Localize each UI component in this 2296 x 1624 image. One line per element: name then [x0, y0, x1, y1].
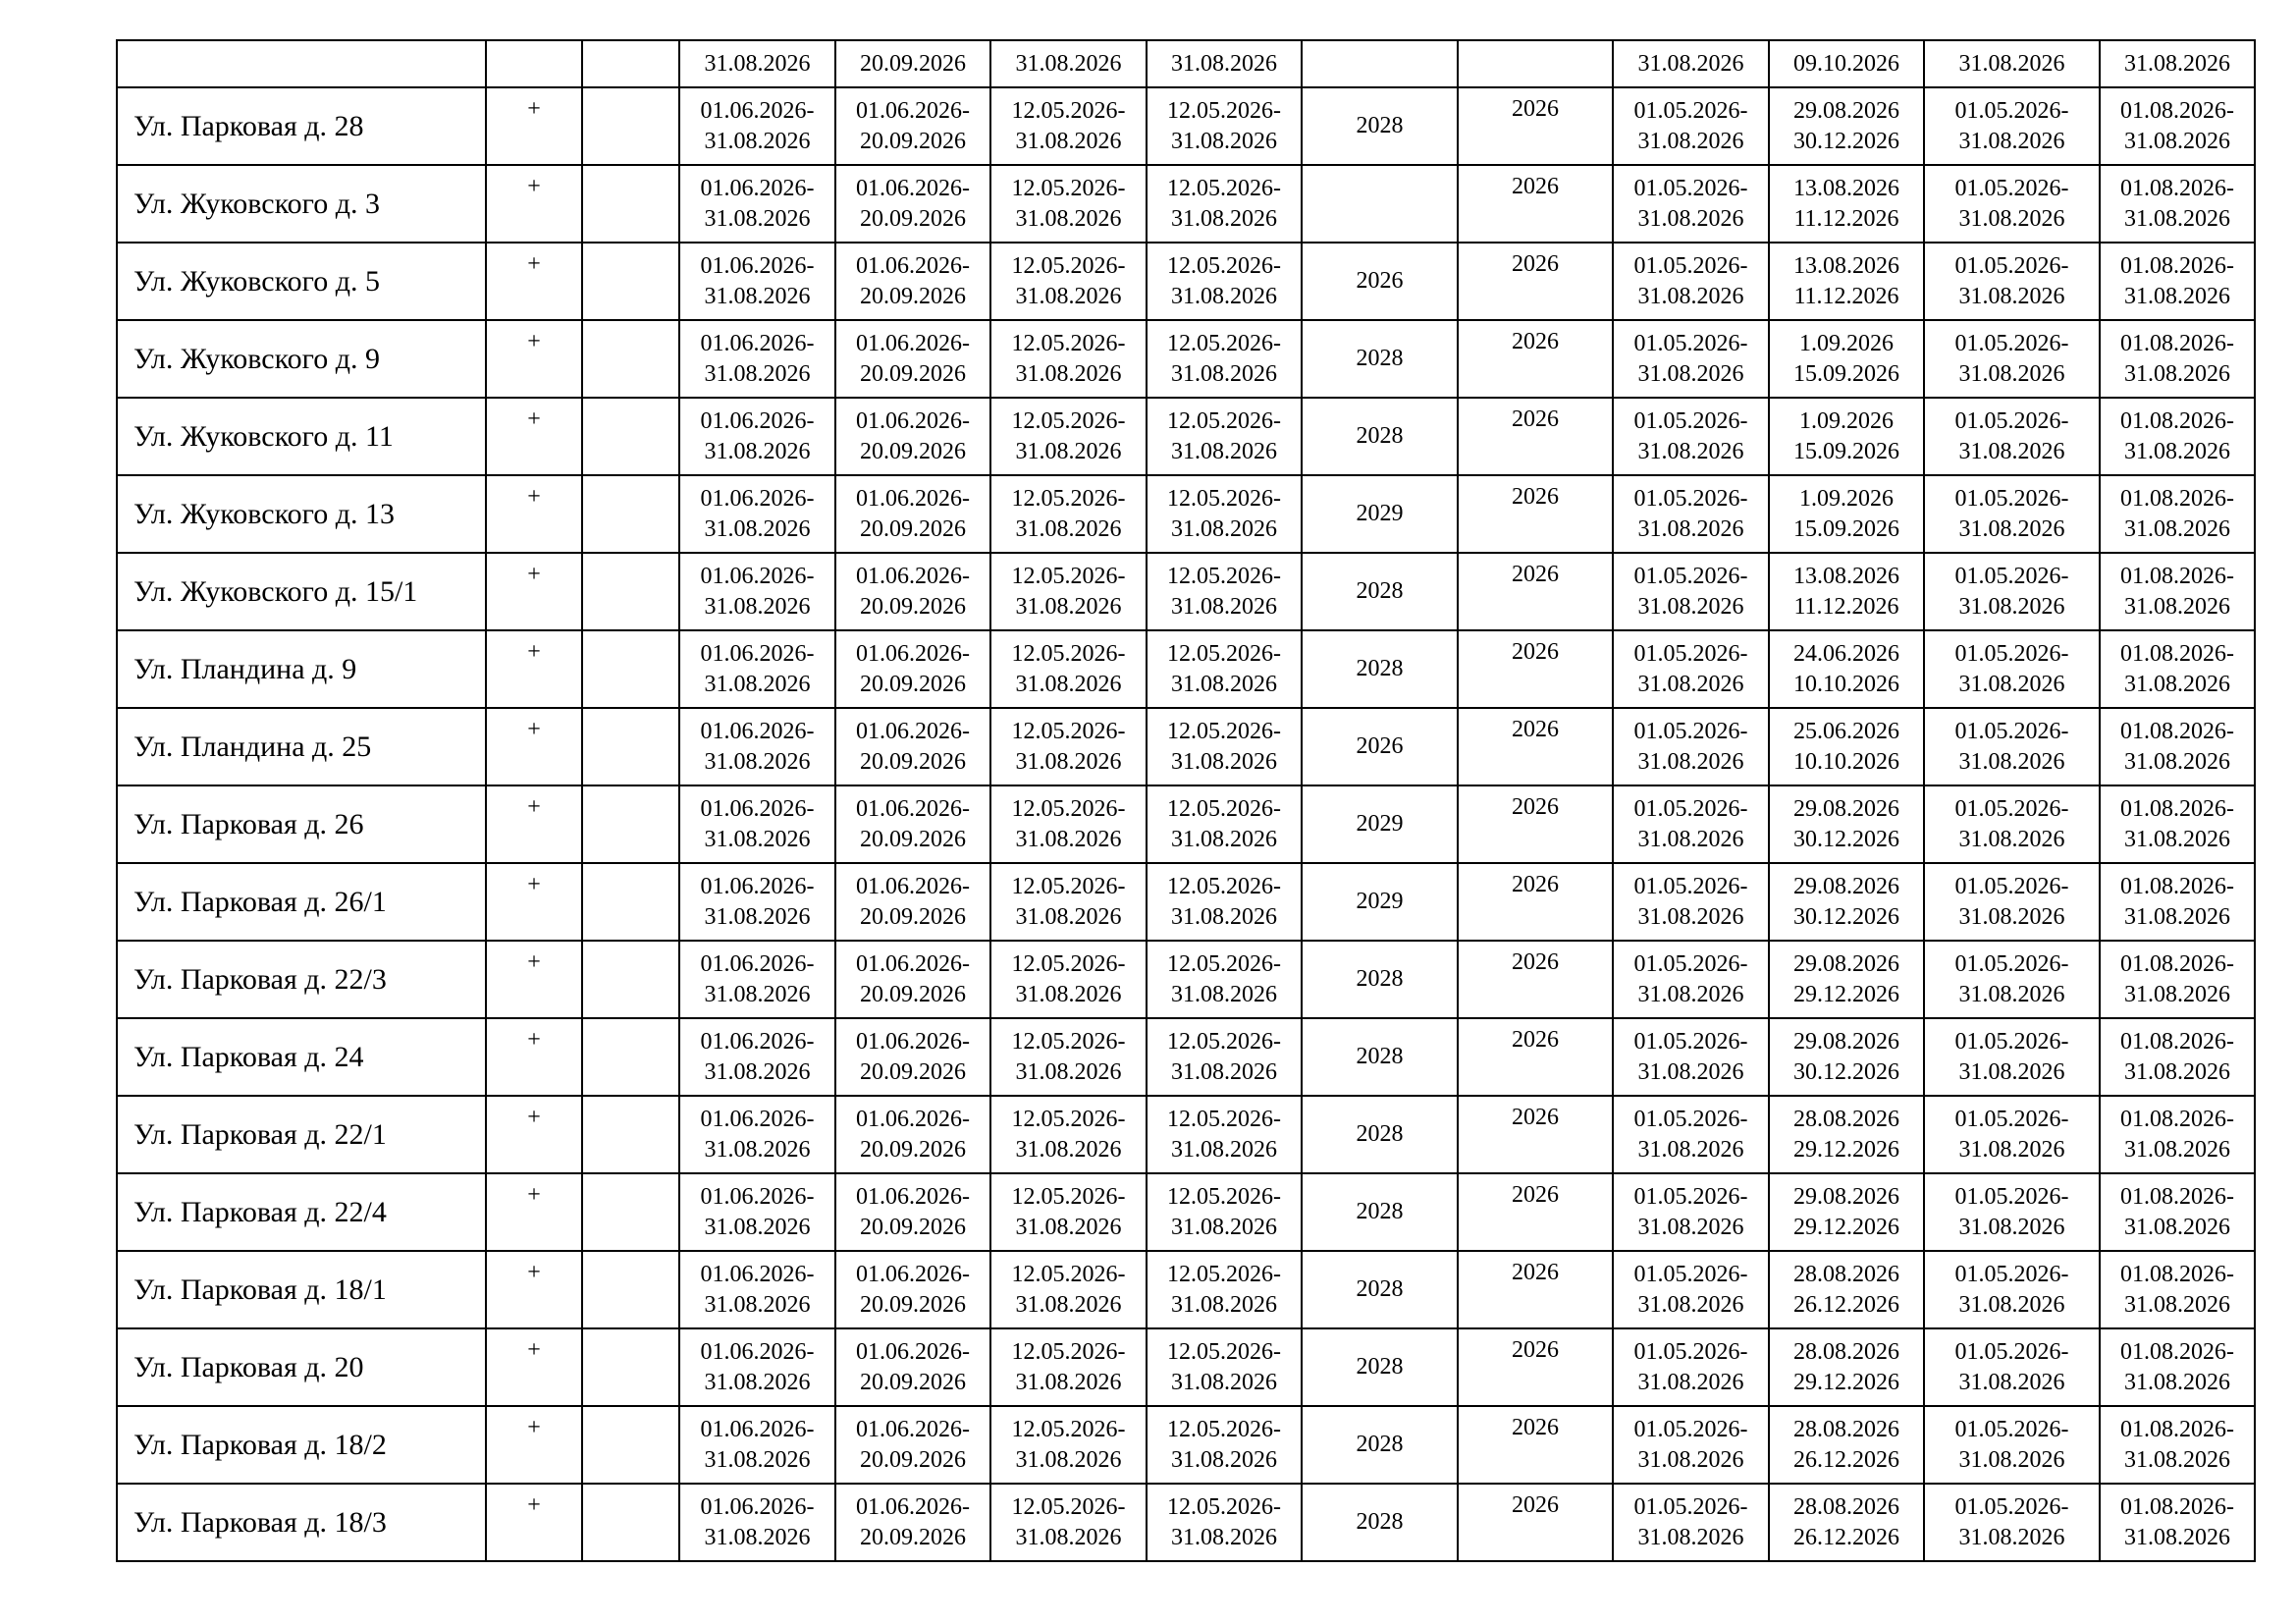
date-range-cell: 01.08.2026- 31.08.2026	[2100, 165, 2255, 243]
flag-cell: +	[486, 398, 582, 475]
table-row	[117, 553, 2255, 630]
flag-cell: +	[486, 863, 582, 941]
date-range-cell: 12.05.2026- 31.08.2026	[990, 87, 1147, 165]
empty-cell	[582, 1251, 679, 1328]
year-cell: 2028	[1302, 553, 1458, 630]
date-range-cell: 12.05.2026- 31.08.2026	[1147, 320, 1302, 398]
year-cell: 2029	[1302, 475, 1458, 553]
date-range-cell: 12.05.2026- 31.08.2026	[1147, 1251, 1302, 1328]
empty-cell	[582, 320, 679, 398]
date-range-cell: 01.06.2026- 20.09.2026	[835, 243, 990, 320]
empty-cell	[582, 863, 679, 941]
date-range-cell: 01.05.2026- 31.08.2026	[1613, 1484, 1769, 1561]
date-range-cell: 29.08.2026 30.12.2026	[1769, 863, 1924, 941]
date-range-cell: 01.06.2026- 31.08.2026	[679, 475, 835, 553]
table-cell: 31.08.2026	[990, 40, 1147, 87]
empty-cell	[582, 1406, 679, 1484]
year-cell: 2026	[1458, 1484, 1613, 1561]
table-row	[117, 87, 2255, 165]
date-range-cell: 13.08.2026 11.12.2026	[1769, 553, 1924, 630]
date-range-cell: 01.05.2026- 31.08.2026	[1924, 708, 2100, 785]
date-range-cell: 01.05.2026- 31.08.2026	[1924, 630, 2100, 708]
address-cell: Ул. Парковая д. 26	[117, 785, 486, 863]
table-row	[117, 708, 2255, 785]
table-cell: 31.08.2026	[1924, 40, 2100, 87]
date-range-cell: 01.05.2026- 31.08.2026	[1613, 553, 1769, 630]
date-range-cell: 01.06.2026- 31.08.2026	[679, 1018, 835, 1096]
empty-cell	[582, 630, 679, 708]
address-cell: Ул. Жуковского д. 3	[117, 165, 486, 243]
year-cell: 2026	[1458, 1251, 1613, 1328]
date-range-cell: 01.08.2026- 31.08.2026	[2100, 708, 2255, 785]
table-row-continuation	[117, 40, 2255, 87]
date-range-cell: 01.06.2026- 20.09.2026	[835, 1096, 990, 1173]
table-cell: 31.08.2026	[1613, 40, 1769, 87]
table-cell	[117, 40, 486, 87]
date-range-cell: 01.05.2026- 31.08.2026	[1613, 1406, 1769, 1484]
date-range-cell: 12.05.2026- 31.08.2026	[1147, 1096, 1302, 1173]
date-range-cell: 01.05.2026- 31.08.2026	[1613, 87, 1769, 165]
date-range-cell: 01.05.2026- 31.08.2026	[1924, 1173, 2100, 1251]
date-range-cell: 12.05.2026- 31.08.2026	[990, 630, 1147, 708]
year-cell: 2026	[1458, 320, 1613, 398]
flag-cell: +	[486, 1406, 582, 1484]
date-range-cell: 01.05.2026- 31.08.2026	[1924, 398, 2100, 475]
date-range-cell: 01.08.2026- 31.08.2026	[2100, 1406, 2255, 1484]
date-range-cell: 01.08.2026- 31.08.2026	[2100, 320, 2255, 398]
date-range-cell: 12.05.2026- 31.08.2026	[1147, 708, 1302, 785]
date-range-cell: 01.05.2026- 31.08.2026	[1613, 1096, 1769, 1173]
year-cell: 2026	[1458, 243, 1613, 320]
table-cell	[1458, 40, 1613, 87]
table-cell	[582, 40, 679, 87]
date-range-cell: 01.05.2026- 31.08.2026	[1924, 1406, 2100, 1484]
year-cell: 2026	[1458, 1328, 1613, 1406]
flag-cell: +	[486, 320, 582, 398]
date-range-cell: 12.05.2026- 31.08.2026	[1147, 1018, 1302, 1096]
year-cell: 2028	[1302, 1251, 1458, 1328]
date-range-cell: 12.05.2026- 31.08.2026	[990, 1328, 1147, 1406]
address-cell: Ул. Парковая д. 20	[117, 1328, 486, 1406]
date-range-cell: 01.05.2026- 31.08.2026	[1924, 243, 2100, 320]
flag-cell: +	[486, 475, 582, 553]
date-range-cell: 01.05.2026- 31.08.2026	[1924, 1484, 2100, 1561]
address-cell: Ул. Парковая д. 22/1	[117, 1096, 486, 1173]
date-range-cell: 01.08.2026- 31.08.2026	[2100, 475, 2255, 553]
table-row	[117, 1251, 2255, 1328]
date-range-cell: 12.05.2026- 31.08.2026	[1147, 165, 1302, 243]
date-range-cell: 12.05.2026- 31.08.2026	[990, 1096, 1147, 1173]
date-range-cell: 01.05.2026- 31.08.2026	[1924, 941, 2100, 1018]
empty-cell	[582, 708, 679, 785]
empty-cell	[582, 1173, 679, 1251]
date-range-cell: 13.08.2026 11.12.2026	[1769, 243, 1924, 320]
year-cell: 2028	[1302, 320, 1458, 398]
address-cell: Ул. Пландина д. 25	[117, 708, 486, 785]
year-cell: 2026	[1458, 475, 1613, 553]
date-range-cell: 12.05.2026- 31.08.2026	[990, 708, 1147, 785]
flag-cell: +	[486, 165, 582, 243]
year-cell: 2026	[1458, 553, 1613, 630]
date-range-cell: 01.06.2026- 31.08.2026	[679, 1096, 835, 1173]
date-range-cell: 01.08.2026- 31.08.2026	[2100, 1328, 2255, 1406]
address-cell: Ул. Жуковского д. 15/1	[117, 553, 486, 630]
flag-cell: +	[486, 1484, 582, 1561]
address-cell: Ул. Парковая д. 18/1	[117, 1251, 486, 1328]
date-range-cell: 12.05.2026- 31.08.2026	[990, 1251, 1147, 1328]
date-range-cell: 01.05.2026- 31.08.2026	[1613, 1251, 1769, 1328]
year-cell: 2026	[1458, 165, 1613, 243]
date-range-cell: 01.06.2026- 20.09.2026	[835, 553, 990, 630]
flag-cell: +	[486, 708, 582, 785]
year-cell: 2028	[1302, 1328, 1458, 1406]
date-range-cell: 12.05.2026- 31.08.2026	[990, 475, 1147, 553]
year-cell: 2026	[1458, 863, 1613, 941]
date-range-cell: 01.08.2026- 31.08.2026	[2100, 1173, 2255, 1251]
date-range-cell: 12.05.2026- 31.08.2026	[1147, 87, 1302, 165]
date-range-cell: 01.06.2026- 20.09.2026	[835, 1328, 990, 1406]
date-range-cell: 12.05.2026- 31.08.2026	[1147, 785, 1302, 863]
address-cell: Ул. Парковая д. 18/3	[117, 1484, 486, 1561]
empty-cell	[582, 785, 679, 863]
table-row	[117, 1018, 2255, 1096]
table-cell: 31.08.2026	[679, 40, 835, 87]
date-range-cell: 12.05.2026- 31.08.2026	[990, 1406, 1147, 1484]
flag-cell: +	[486, 243, 582, 320]
table-row	[117, 165, 2255, 243]
date-range-cell: 01.05.2026- 31.08.2026	[1924, 863, 2100, 941]
date-range-cell: 01.05.2026- 31.08.2026	[1613, 165, 1769, 243]
date-range-cell: 01.08.2026- 31.08.2026	[2100, 941, 2255, 1018]
date-range-cell: 01.06.2026- 20.09.2026	[835, 863, 990, 941]
date-range-cell: 12.05.2026- 31.08.2026	[1147, 941, 1302, 1018]
year-cell: 2026	[1458, 1173, 1613, 1251]
date-range-cell: 01.06.2026- 20.09.2026	[835, 1484, 990, 1561]
year-cell: 2028	[1302, 1096, 1458, 1173]
address-cell: Ул. Парковая д. 28	[117, 87, 486, 165]
table-cell: 31.08.2026	[1147, 40, 1302, 87]
date-range-cell: 01.05.2026- 31.08.2026	[1613, 630, 1769, 708]
date-range-cell: 12.05.2026- 31.08.2026	[1147, 630, 1302, 708]
date-range-cell: 12.05.2026- 31.08.2026	[990, 320, 1147, 398]
date-range-cell: 01.06.2026- 31.08.2026	[679, 1251, 835, 1328]
date-range-cell: 12.05.2026- 31.08.2026	[1147, 863, 1302, 941]
date-range-cell: 12.05.2026- 31.08.2026	[1147, 1173, 1302, 1251]
year-cell: 2026	[1302, 708, 1458, 785]
date-range-cell: 12.05.2026- 31.08.2026	[1147, 1328, 1302, 1406]
empty-cell	[582, 1484, 679, 1561]
date-range-cell: 12.05.2026- 31.08.2026	[990, 553, 1147, 630]
address-cell: Ул. Жуковского д. 9	[117, 320, 486, 398]
date-range-cell: 01.06.2026- 31.08.2026	[679, 708, 835, 785]
date-range-cell: 01.06.2026- 31.08.2026	[679, 243, 835, 320]
date-range-cell: 01.05.2026- 31.08.2026	[1613, 1173, 1769, 1251]
date-range-cell: 12.05.2026- 31.08.2026	[1147, 475, 1302, 553]
year-cell: 2026	[1458, 708, 1613, 785]
address-cell: Ул. Парковая д. 22/4	[117, 1173, 486, 1251]
date-range-cell: 01.06.2026- 31.08.2026	[679, 785, 835, 863]
date-range-cell: 01.06.2026- 31.08.2026	[679, 165, 835, 243]
schedule-table	[116, 39, 2256, 1562]
date-range-cell: 01.05.2026- 31.08.2026	[1613, 398, 1769, 475]
date-range-cell: 01.06.2026- 20.09.2026	[835, 1018, 990, 1096]
date-range-cell: 1.09.2026 15.09.2026	[1769, 320, 1924, 398]
year-cell: 2026	[1458, 941, 1613, 1018]
address-cell: Ул. Жуковского д. 11	[117, 398, 486, 475]
date-range-cell: 12.05.2026- 31.08.2026	[990, 941, 1147, 1018]
date-range-cell: 01.06.2026- 31.08.2026	[679, 1173, 835, 1251]
year-cell	[1302, 165, 1458, 243]
year-cell: 2026	[1458, 1096, 1613, 1173]
date-range-cell: 28.08.2026 26.12.2026	[1769, 1251, 1924, 1328]
date-range-cell: 28.08.2026 26.12.2026	[1769, 1484, 1924, 1561]
date-range-cell: 28.08.2026 29.12.2026	[1769, 1328, 1924, 1406]
date-range-cell: 01.05.2026- 31.08.2026	[1924, 1328, 2100, 1406]
year-cell: 2028	[1302, 398, 1458, 475]
flag-cell: +	[486, 1173, 582, 1251]
date-range-cell: 01.08.2026- 31.08.2026	[2100, 785, 2255, 863]
year-cell: 2028	[1302, 630, 1458, 708]
table-row	[117, 941, 2255, 1018]
date-range-cell: 12.05.2026- 31.08.2026	[990, 785, 1147, 863]
date-range-cell: 01.08.2026- 31.08.2026	[2100, 243, 2255, 320]
empty-cell	[582, 941, 679, 1018]
flag-cell: +	[486, 1251, 582, 1328]
year-cell: 2028	[1302, 87, 1458, 165]
date-range-cell: 29.08.2026 30.12.2026	[1769, 87, 1924, 165]
date-range-cell: 12.05.2026- 31.08.2026	[990, 398, 1147, 475]
date-range-cell: 01.05.2026- 31.08.2026	[1924, 475, 2100, 553]
date-range-cell: 12.05.2026- 31.08.2026	[990, 1173, 1147, 1251]
date-range-cell: 01.08.2026- 31.08.2026	[2100, 553, 2255, 630]
date-range-cell: 01.06.2026- 20.09.2026	[835, 398, 990, 475]
date-range-cell: 29.08.2026 30.12.2026	[1769, 1018, 1924, 1096]
flag-cell: +	[486, 785, 582, 863]
date-range-cell: 01.08.2026- 31.08.2026	[2100, 87, 2255, 165]
date-range-cell: 01.06.2026- 31.08.2026	[679, 87, 835, 165]
year-cell: 2028	[1302, 1018, 1458, 1096]
table-body	[117, 40, 2255, 1561]
date-range-cell: 28.08.2026 26.12.2026	[1769, 1406, 1924, 1484]
date-range-cell: 01.05.2026- 31.08.2026	[1613, 475, 1769, 553]
table-row	[117, 785, 2255, 863]
date-range-cell: 01.06.2026- 31.08.2026	[679, 320, 835, 398]
year-cell: 2028	[1302, 1406, 1458, 1484]
date-range-cell: 01.05.2026- 31.08.2026	[1924, 1018, 2100, 1096]
empty-cell	[582, 87, 679, 165]
table-row	[117, 1328, 2255, 1406]
address-cell: Ул. Жуковского д. 13	[117, 475, 486, 553]
date-range-cell: 01.06.2026- 20.09.2026	[835, 630, 990, 708]
date-range-cell: 01.08.2026- 31.08.2026	[2100, 1096, 2255, 1173]
date-range-cell: 01.05.2026- 31.08.2026	[1924, 1096, 2100, 1173]
table-cell: 20.09.2026	[835, 40, 990, 87]
date-range-cell: 01.06.2026- 31.08.2026	[679, 553, 835, 630]
date-range-cell: 12.05.2026- 31.08.2026	[1147, 1484, 1302, 1561]
empty-cell	[582, 243, 679, 320]
table-row	[117, 630, 2255, 708]
date-range-cell: 12.05.2026- 31.08.2026	[990, 1484, 1147, 1561]
table-row	[117, 243, 2255, 320]
date-range-cell: 01.05.2026- 31.08.2026	[1924, 553, 2100, 630]
date-range-cell: 01.06.2026- 20.09.2026	[835, 785, 990, 863]
table-row	[117, 1173, 2255, 1251]
date-range-cell: 25.06.2026 10.10.2026	[1769, 708, 1924, 785]
flag-cell: +	[486, 1328, 582, 1406]
table-row	[117, 863, 2255, 941]
date-range-cell: 01.08.2026- 31.08.2026	[2100, 398, 2255, 475]
empty-cell	[582, 1018, 679, 1096]
date-range-cell: 01.06.2026- 20.09.2026	[835, 165, 990, 243]
date-range-cell: 01.05.2026- 31.08.2026	[1613, 863, 1769, 941]
address-cell: Ул. Парковая д. 22/3	[117, 941, 486, 1018]
date-range-cell: 01.08.2026- 31.08.2026	[2100, 863, 2255, 941]
date-range-cell: 12.05.2026- 31.08.2026	[1147, 398, 1302, 475]
date-range-cell: 01.05.2026- 31.08.2026	[1613, 243, 1769, 320]
date-range-cell: 01.06.2026- 20.09.2026	[835, 1406, 990, 1484]
date-range-cell: 01.08.2026- 31.08.2026	[2100, 1484, 2255, 1561]
date-range-cell: 01.05.2026- 31.08.2026	[1924, 165, 2100, 243]
date-range-cell: 12.05.2026- 31.08.2026	[1147, 553, 1302, 630]
date-range-cell: 01.05.2026- 31.08.2026	[1924, 785, 2100, 863]
date-range-cell: 12.05.2026- 31.08.2026	[990, 165, 1147, 243]
flag-cell: +	[486, 1018, 582, 1096]
table-row	[117, 398, 2255, 475]
date-range-cell: 01.06.2026- 20.09.2026	[835, 475, 990, 553]
year-cell: 2028	[1302, 1173, 1458, 1251]
date-range-cell: 01.06.2026- 20.09.2026	[835, 941, 990, 1018]
table-row	[117, 1096, 2255, 1173]
table-cell: 09.10.2026	[1769, 40, 1924, 87]
flag-cell: +	[486, 87, 582, 165]
date-range-cell: 01.08.2026- 31.08.2026	[2100, 1251, 2255, 1328]
date-range-cell: 01.08.2026- 31.08.2026	[2100, 630, 2255, 708]
date-range-cell: 01.05.2026- 31.08.2026	[1613, 785, 1769, 863]
date-range-cell: 01.06.2026- 31.08.2026	[679, 630, 835, 708]
table-row	[117, 320, 2255, 398]
address-cell: Ул. Парковая д. 24	[117, 1018, 486, 1096]
date-range-cell: 01.06.2026- 20.09.2026	[835, 87, 990, 165]
year-cell: 2026	[1458, 630, 1613, 708]
date-range-cell: 12.05.2026- 31.08.2026	[990, 243, 1147, 320]
date-range-cell: 01.06.2026- 31.08.2026	[679, 1406, 835, 1484]
flag-cell: +	[486, 553, 582, 630]
year-cell: 2028	[1302, 941, 1458, 1018]
date-range-cell: 01.06.2026- 31.08.2026	[679, 1484, 835, 1561]
date-range-cell: 29.08.2026 29.12.2026	[1769, 941, 1924, 1018]
date-range-cell: 01.06.2026- 31.08.2026	[679, 941, 835, 1018]
address-cell: Ул. Парковая д. 18/2	[117, 1406, 486, 1484]
date-range-cell: 01.06.2026- 20.09.2026	[835, 708, 990, 785]
date-range-cell: 12.05.2026- 31.08.2026	[1147, 1406, 1302, 1484]
year-cell: 2029	[1302, 785, 1458, 863]
empty-cell	[582, 553, 679, 630]
date-range-cell: 01.06.2026- 31.08.2026	[679, 1328, 835, 1406]
date-range-cell: 01.05.2026- 31.08.2026	[1924, 87, 2100, 165]
date-range-cell: 01.05.2026- 31.08.2026	[1613, 1328, 1769, 1406]
date-range-cell: 29.08.2026 30.12.2026	[1769, 785, 1924, 863]
table-row	[117, 1406, 2255, 1484]
date-range-cell: 12.05.2026- 31.08.2026	[1147, 243, 1302, 320]
date-range-cell: 1.09.2026 15.09.2026	[1769, 398, 1924, 475]
date-range-cell: 01.05.2026- 31.08.2026	[1924, 320, 2100, 398]
address-cell: Ул. Пландина д. 9	[117, 630, 486, 708]
date-range-cell: 29.08.2026 29.12.2026	[1769, 1173, 1924, 1251]
year-cell: 2026	[1302, 243, 1458, 320]
date-range-cell: 01.06.2026- 20.09.2026	[835, 1251, 990, 1328]
date-range-cell: 01.08.2026- 31.08.2026	[2100, 1018, 2255, 1096]
address-cell: Ул. Парковая д. 26/1	[117, 863, 486, 941]
empty-cell	[582, 475, 679, 553]
date-range-cell: 01.06.2026- 20.09.2026	[835, 320, 990, 398]
table-row	[117, 1484, 2255, 1561]
year-cell: 2026	[1458, 785, 1613, 863]
date-range-cell: 01.05.2026- 31.08.2026	[1613, 1018, 1769, 1096]
date-range-cell: 12.05.2026- 31.08.2026	[990, 863, 1147, 941]
flag-cell: +	[486, 630, 582, 708]
empty-cell	[582, 1328, 679, 1406]
table-cell: 31.08.2026	[2100, 40, 2255, 87]
date-range-cell: 12.05.2026- 31.08.2026	[990, 1018, 1147, 1096]
table-row	[117, 475, 2255, 553]
empty-cell	[582, 398, 679, 475]
date-range-cell: 01.06.2026- 31.08.2026	[679, 398, 835, 475]
table-cell	[486, 40, 582, 87]
address-cell: Ул. Жуковского д. 5	[117, 243, 486, 320]
year-cell: 2026	[1458, 398, 1613, 475]
flag-cell: +	[486, 941, 582, 1018]
date-range-cell: 01.06.2026- 31.08.2026	[679, 863, 835, 941]
year-cell: 2026	[1458, 1018, 1613, 1096]
date-range-cell: 01.05.2026- 31.08.2026	[1613, 320, 1769, 398]
empty-cell	[582, 1096, 679, 1173]
date-range-cell: 28.08.2026 29.12.2026	[1769, 1096, 1924, 1173]
date-range-cell: 1.09.2026 15.09.2026	[1769, 475, 1924, 553]
date-range-cell: 13.08.2026 11.12.2026	[1769, 165, 1924, 243]
date-range-cell: 24.06.2026 10.10.2026	[1769, 630, 1924, 708]
date-range-cell: 01.05.2026- 31.08.2026	[1613, 941, 1769, 1018]
date-range-cell: 01.05.2026- 31.08.2026	[1924, 1251, 2100, 1328]
flag-cell: +	[486, 1096, 582, 1173]
year-cell: 2026	[1458, 87, 1613, 165]
year-cell: 2029	[1302, 863, 1458, 941]
date-range-cell: 01.06.2026- 20.09.2026	[835, 1173, 990, 1251]
date-range-cell: 01.05.2026- 31.08.2026	[1613, 708, 1769, 785]
year-cell: 2028	[1302, 1484, 1458, 1561]
year-cell: 2026	[1458, 1406, 1613, 1484]
table-cell	[1302, 40, 1458, 87]
empty-cell	[582, 165, 679, 243]
